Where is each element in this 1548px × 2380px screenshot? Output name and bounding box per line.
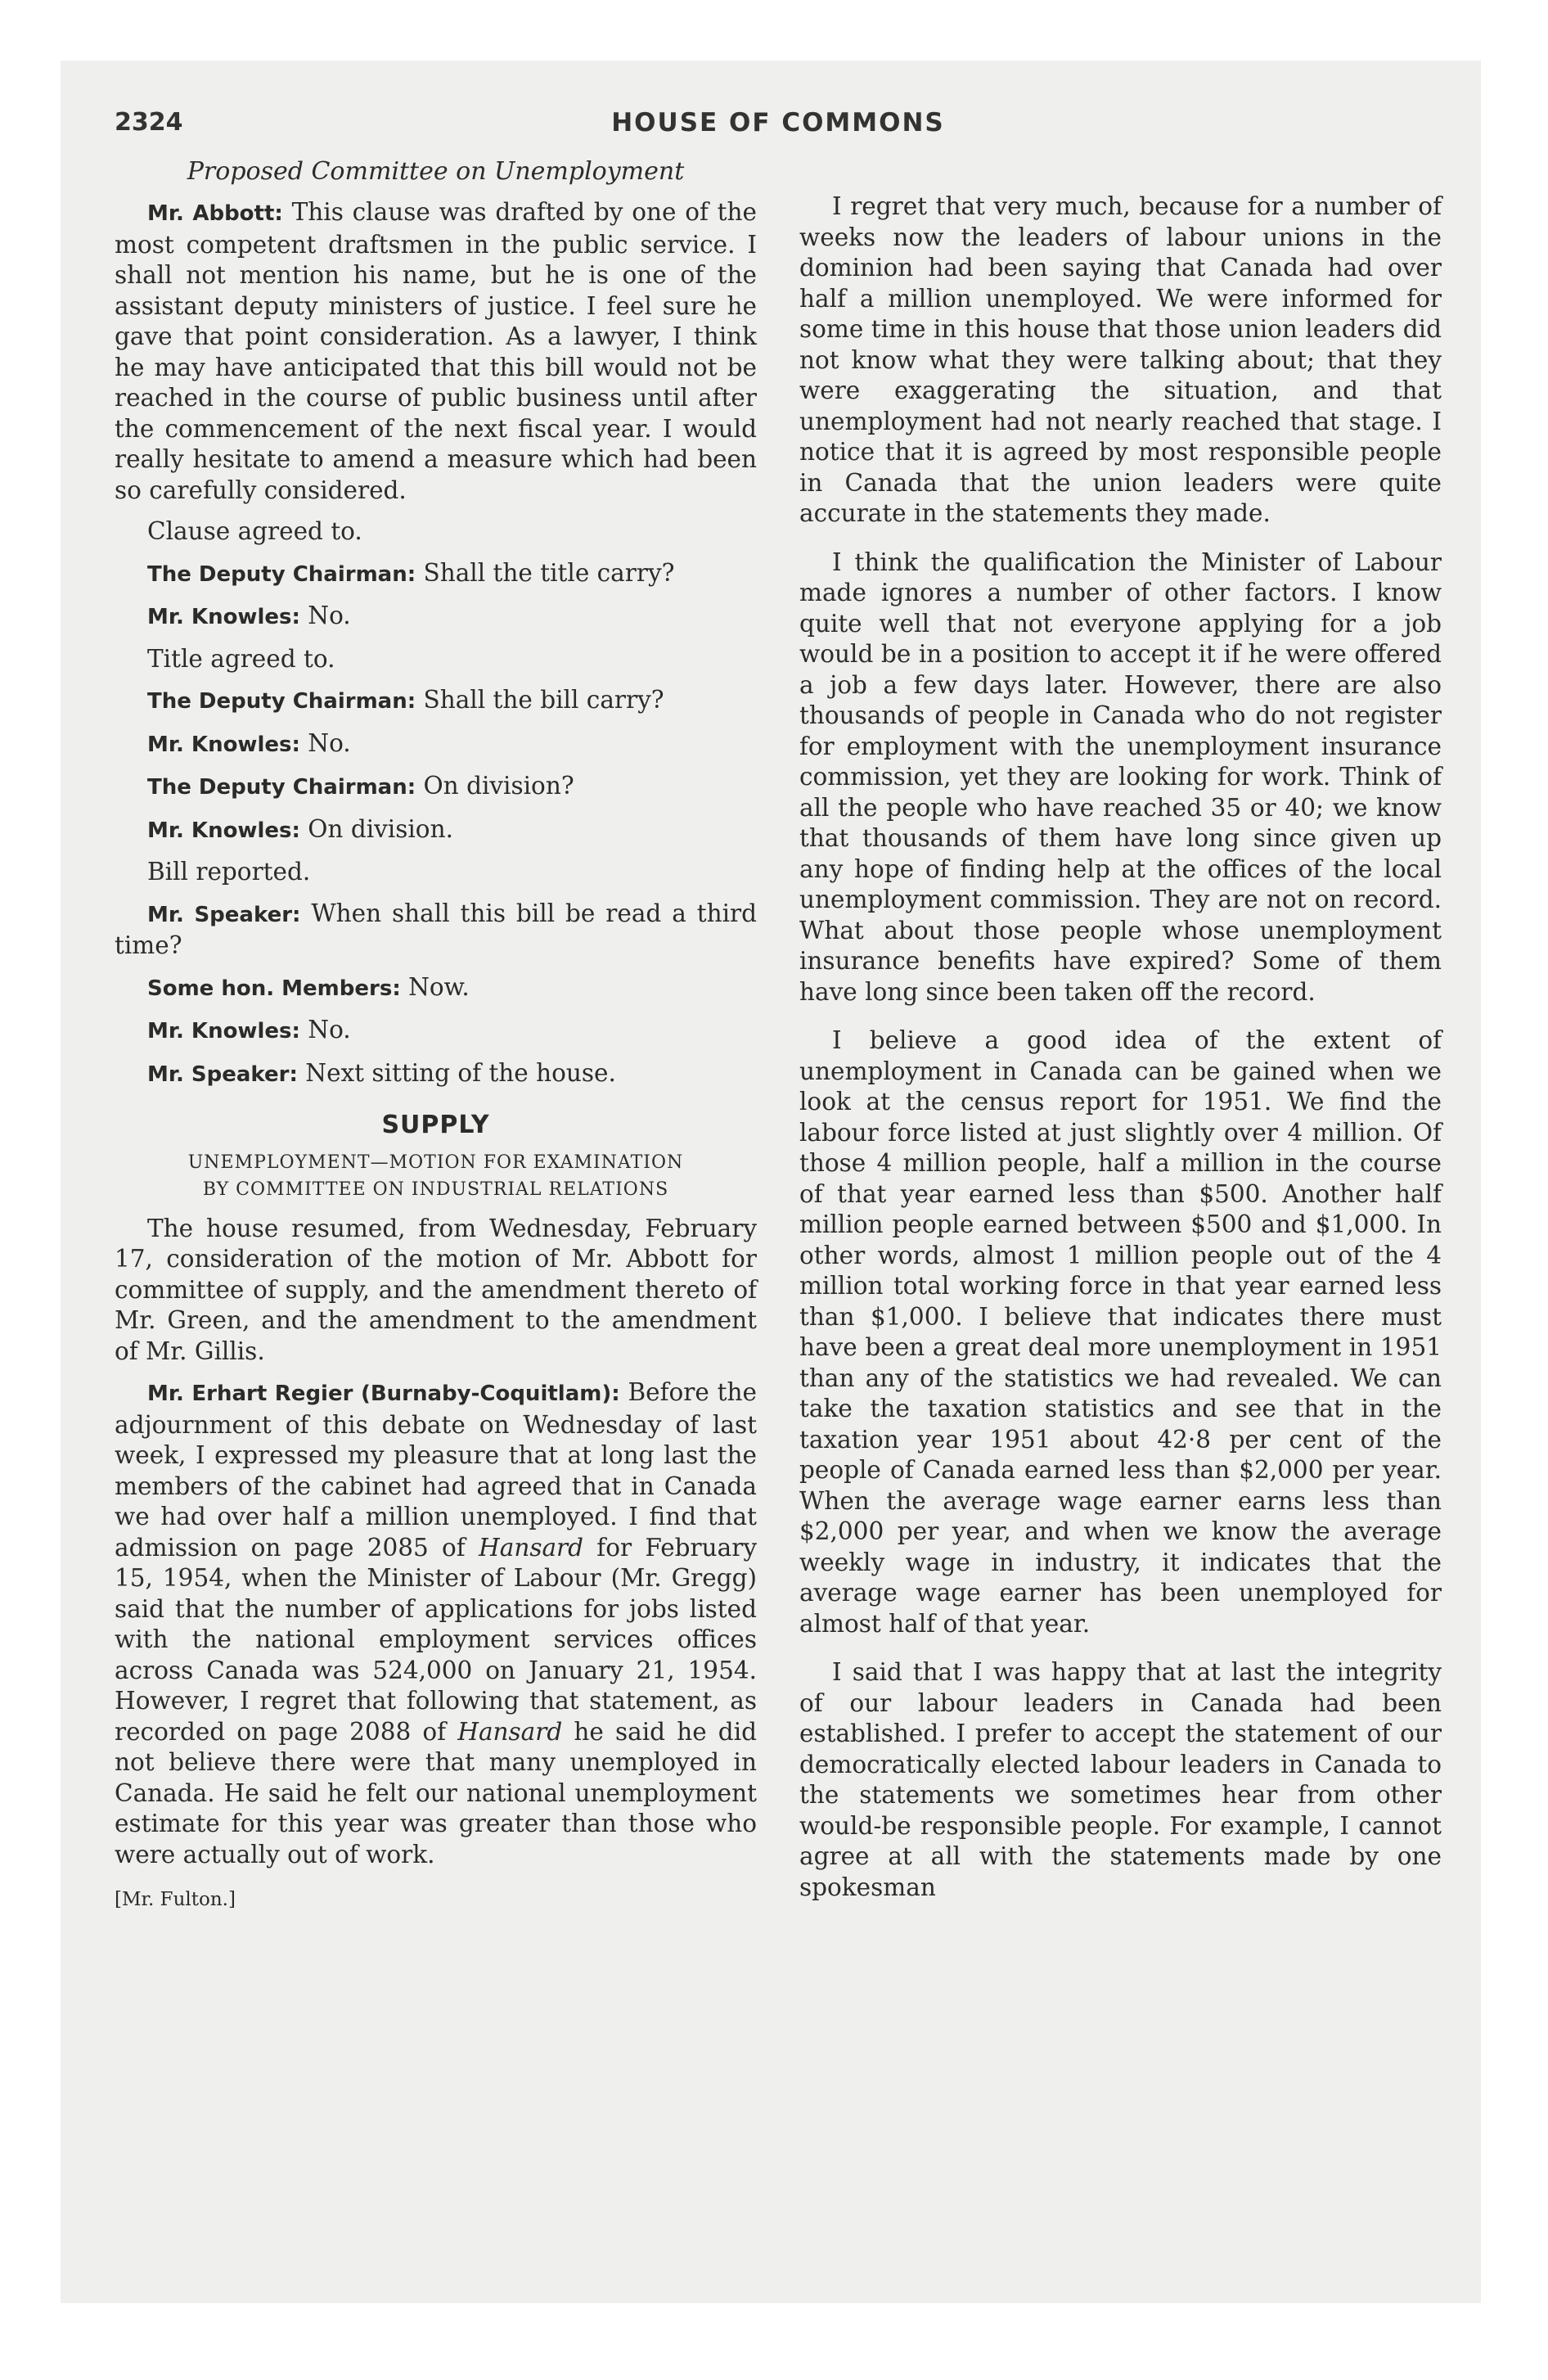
hansard-reference: Hansard bbox=[479, 1533, 584, 1562]
page-number: 2324 bbox=[115, 108, 183, 137]
speaker-name: Mr. Abbott: bbox=[147, 201, 283, 226]
speech-knowles bbox=[115, 1015, 757, 1048]
speaker-name: Mr. Knowles: bbox=[147, 1019, 300, 1044]
procedural-note: Title agreed to. bbox=[147, 644, 335, 673]
section-subheading-line-1: UNEMPLOYMENT—MOTION FOR EXAMINATION bbox=[187, 1152, 684, 1173]
speaker-name: Mr. Knowles: bbox=[147, 732, 300, 757]
running-head: HOUSE OF COMMONS bbox=[611, 108, 945, 137]
section-subheading-line-2: BY COMMITTEE ON INDUSTRIAL RELATIONS bbox=[202, 1179, 669, 1200]
speech-text: No. bbox=[299, 1016, 351, 1044]
page-subhead: Proposed Committee on Unemployment bbox=[187, 157, 685, 186]
speech-text: Now. bbox=[400, 972, 470, 1001]
speaker-name: Mr. Erhart Regier (Burnaby-Coquitlam): bbox=[147, 1382, 620, 1406]
speaker-name: Mr. Knowles: bbox=[147, 605, 300, 629]
speaker-name: Mr. Speaker: bbox=[147, 902, 301, 927]
speech-text: On division? bbox=[416, 772, 574, 800]
speech-text: Shall the title carry? bbox=[416, 558, 675, 587]
speech-text: This clause was drafted by one of the most competent draftsmen in the public service. I shall not mention his name, but he is one of the assistant deputy ministers of justice. I feel sure he gave that point consideration. As a lawyer, I think he may have anticipated that this bill would not be reached in the course of public business until after the commencement of the next fiscal year. I would really hesitate to amend a measure which had been so carefully considered. bbox=[115, 198, 757, 504]
speech-text: for February 15, 1954, when the Minister of Labour (Mr. Gregg) said that the number of applications for jobs listed with the national employment services offices across Canada was 524,000 on January 21, 1954. However, I regret that following that statement, as recorded on page 2088 of bbox=[115, 1533, 757, 1746]
speaker-name: Mr. Speaker: bbox=[147, 1062, 298, 1087]
speaker-name: Mr. Knowles: bbox=[147, 818, 300, 843]
page-content bbox=[115, 108, 1442, 1916]
speech-speaker bbox=[115, 899, 757, 962]
speech-knowles bbox=[115, 728, 757, 761]
speech-deputy-chairman bbox=[115, 558, 757, 591]
hansard-reference: Hansard bbox=[457, 1717, 563, 1746]
speech-text: On division. bbox=[299, 814, 453, 843]
page-header bbox=[115, 108, 1442, 157]
right-column bbox=[799, 157, 1442, 1916]
paragraph: I regret that very much, because for a number of weeks now the leaders of labour unions in the dominion had been saying that Canada had over half a million unemployed. We were informed for some time in this house that those union leaders did not know what they were talking about; that they were exaggerating the situation, and that unemployment had not nearly reached that stage. I notice that it is agreed by most responsible people in Canada that the union leaders were quite accurate in the statements they made. bbox=[799, 192, 1442, 527]
speech-text: When shall this bill be read a third time? bbox=[115, 899, 757, 959]
speaker-name: The Deputy Chairman: bbox=[147, 561, 416, 587]
speech-speaker bbox=[115, 1058, 757, 1091]
paragraph: I think the qualification the Minister of Labour made ignores a number of other factors. I know quite well that not everyone applying for a job would be in a position to accept it if he were offered a job a few days later. However, there are also thousands of people in Canada who do not register for employment with the unemployment insurance commission, yet they are looking for work. Think of all the people who have reached 35 or 40; we know that thousands of them have long since given up any hope of finding help at the offices of the local unemployment commission. They are not on record. What about those people whose unemployment insurance benefits have expired? Some of them have long since been taken off the record. bbox=[799, 548, 1442, 1006]
speaker-reference: [Mr. Fulton.] bbox=[115, 1889, 236, 1910]
speech-text: Before the adjournment of this debate on Wednesday of last week, I expressed my pleasure that at long last the members of the cabinet had agreed that in Canada we had over half a million unemployed. I find that admission on page 2085 of bbox=[115, 1378, 757, 1562]
speech-regier bbox=[115, 1377, 757, 1870]
hansard-page bbox=[61, 61, 1481, 2303]
speech-text: Shall the bill carry? bbox=[416, 686, 664, 714]
speech-knowles bbox=[115, 601, 757, 633]
speech-deputy-chairman bbox=[115, 685, 757, 718]
speech-text: Next sitting of the house. bbox=[297, 1058, 616, 1087]
speech-text: No. bbox=[299, 728, 351, 757]
speaker-name: The Deputy Chairman: bbox=[147, 689, 416, 714]
paragraph: I believe a good idea of the extent of unemployment in Canada can be gained when we look at the census report for 1951. We find the labour force listed at just slightly over 4 million. Of those 4 million people, half a million in the course of that year earned less than $500. Another half million people earned between $500 and $1,000. In other words, almost 1 million people out of the 4 million total working force in that year earned less than $1,000. I believe that indicates there must have been a great deal more unemployment in 1951 than any of the statistics we had revealed. We can take the taxation statistics and see that in the taxation year 1951 about 42·8 per cent of the people of Canada earned less than $2,000 per year. When the average wage earner earns less than $2,000 per year, and when we know the average weekly wage in industry, it indicates that the average wage earner has been unemployed for almost half of that year. bbox=[799, 1026, 1442, 1638]
two-column-body bbox=[115, 157, 1442, 1916]
speaker-name: Some hon. Members: bbox=[147, 976, 401, 1001]
paragraph: I said that I was happy that at last the integrity of our labour leaders in Canada had been established. I prefer to accept the statement of our democratically elected labour leaders in Canada to the statements we sometimes hear from other would-be responsible people. For example, I cannot agree at all with the statements made by one spokesman bbox=[799, 1658, 1442, 1901]
procedural-note: Bill reported. bbox=[147, 858, 311, 886]
speech-knowles bbox=[115, 814, 757, 847]
resumption-paragraph: The house resumed, from Wednesday, February 17, consideration of the motion of Mr. Abbott for committee of supply, and the amendment thereto of Mr. Green, and the amendment to the amendment of Mr. Gillis. bbox=[115, 1214, 757, 1365]
procedural-note: Clause agreed to. bbox=[147, 517, 362, 545]
speech-members bbox=[115, 972, 757, 1005]
speech-deputy-chairman bbox=[115, 771, 757, 804]
section-subheading bbox=[115, 1149, 757, 1203]
speech-abbott bbox=[115, 197, 757, 506]
left-column bbox=[115, 157, 757, 1916]
section-heading: SUPPLY bbox=[381, 1111, 490, 1139]
speaker-name: The Deputy Chairman: bbox=[147, 775, 416, 800]
speech-text: he said he did not believe there were that many unemployed in Canada. He said he felt our national unemployment estimate for this year was greater than those who were actually out of work. bbox=[115, 1717, 758, 1868]
speech-text: No. bbox=[299, 602, 351, 629]
